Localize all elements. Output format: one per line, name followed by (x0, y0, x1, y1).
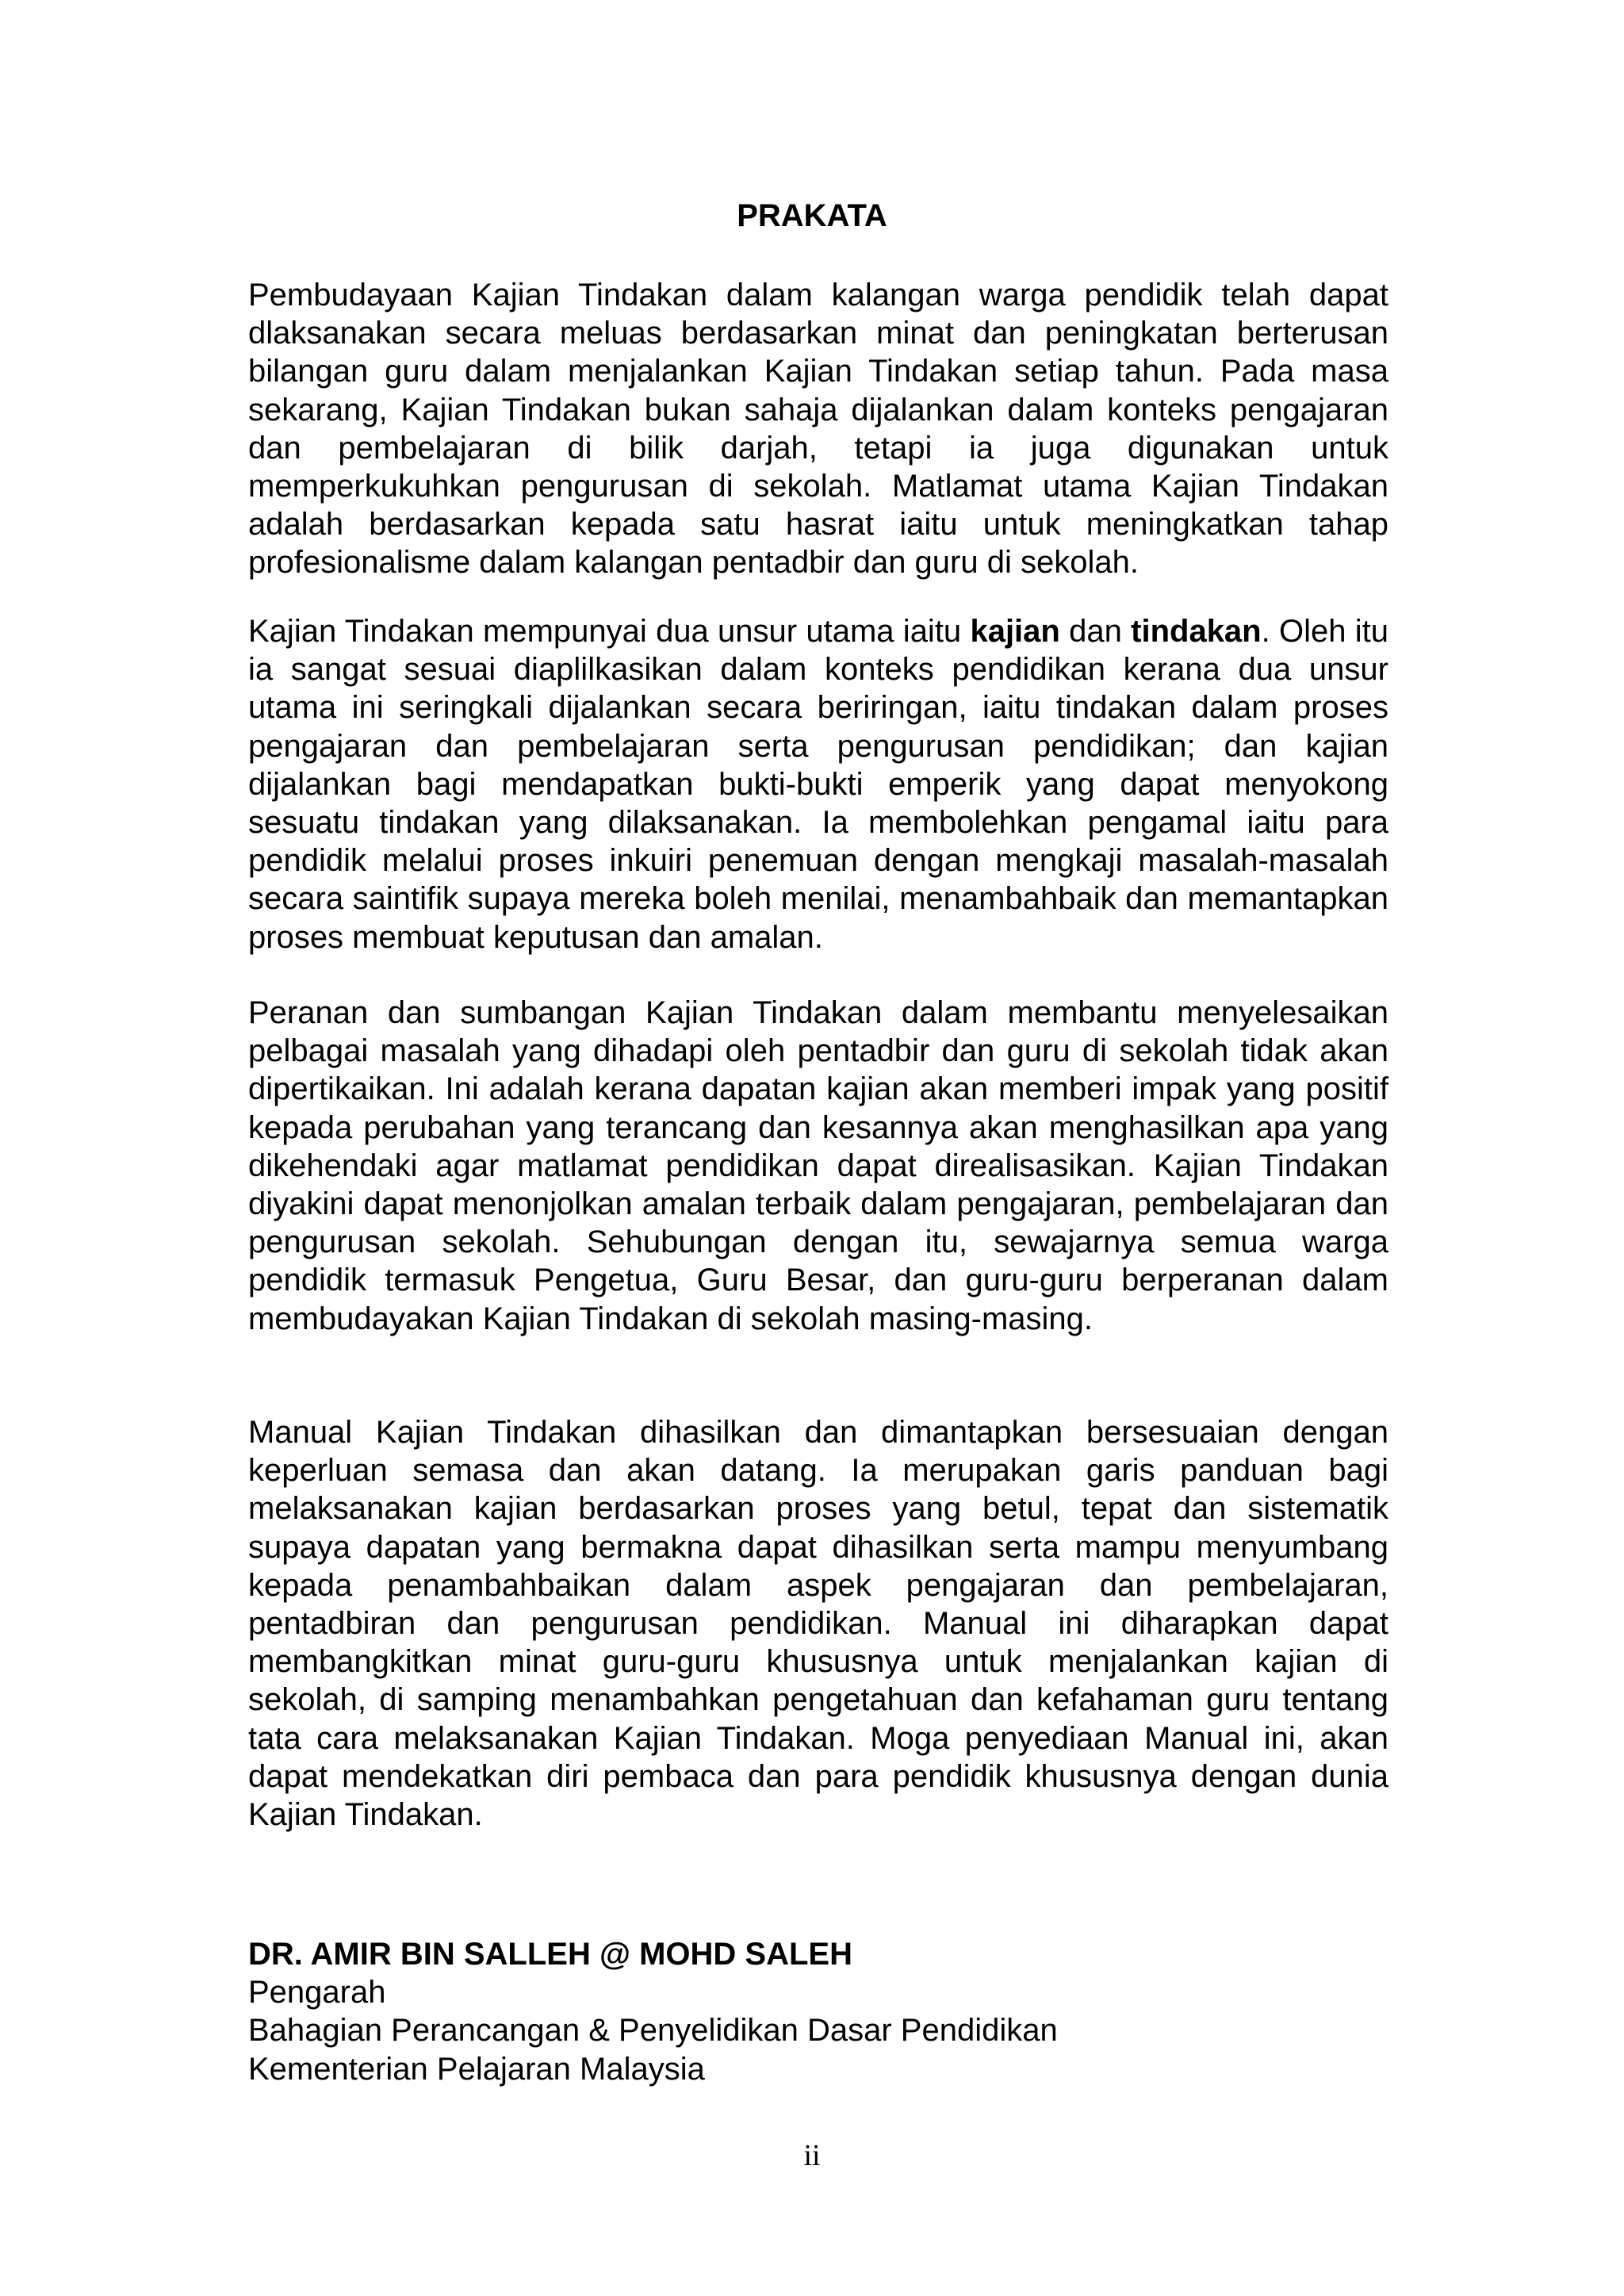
paragraph-2-text-after: . Oleh itu ia sangat sesuai diaplilkasikan dalam konteks pendidikan kerana dua unsur utama ini seringkali dijalankan secara beriringan, iaitu tindakan dalam proses pengajaran dan pembelajaran serta pengurusan pendidikan; dan kajian dijalankan bagi mendapatkan bukti-bukti emperik yang dapat menyokong sesuatu tindakan yang dilaksanakan. Ia membolehkan pengamal iaitu para pendidik melalui proses inkuiri penemuan dengan mengkaji masalah-masalah secara saintifik supaya mereka boleh menilai, menambahbaik dan memantapkan proses membuat keputusan dan amalan. (248, 614, 1388, 955)
paragraph-2-text-middle: dan (1069, 614, 1122, 649)
signatory-name: DR. AMIR BIN SALLEH @ MOHD SALEH (248, 1937, 852, 1972)
bold-term-tindakan: tindakan (1131, 614, 1262, 649)
paragraph-3: Peranan dan sumbangan Kajian Tindakan dalam membantu menyelesaikan pelbagai masalah yang dihadapi oleh pentadbir dan guru di sekolah tidak akan dipertikaikan. Ini adalah kerana dapatan kajian akan memberi impak yang positif kepada perubahan yang terancang dan kesannya akan menghasilkan apa yang dikehendaki agar matlamat pendidikan dapat direalisasikan. Kajian Tindakan diyakini dapat menonjolkan amalan terbaik dalam pengajaran, pembelajaran dan pengurusan sekolah. Sehubungan dengan itu, sewajarnya semua warga pendidik termasuk Pengetua, Guru Besar, dan guru-guru berperanan dalam membudayakan Kajian Tindakan di sekolah masing-masing. (248, 995, 1388, 1336)
signatory-ministry: Kementerian Pelajaran Malaysia (248, 2051, 705, 2087)
signatory-division: Bahagian Perancangan & Penyelidikan Dasar Pendidikan (248, 2013, 1058, 2049)
paragraph-2 (248, 612, 1388, 956)
page-number: ii (803, 2139, 821, 2172)
signature-block (248, 1935, 1388, 2088)
paragraph-2-text-before: Kajian Tindakan mempunyai dua unsur utama iaitu (248, 614, 962, 649)
signatory-position: Pengarah (248, 1975, 386, 2010)
paragraph-4: Manual Kajian Tindakan dihasilkan dan dimantapkan bersesuaian dengan keperluan semasa dan akan datang. Ia merupakan garis panduan bagi melaksanakan kajian berdasarkan proses yang betul, tepat dan sistematik supaya dapatan yang bermakna dapat dihasilkan serta mampu menyumbang kepada penambahbaikan dalam aspek pengajaran dan pembelajaran, pentadbiran dan pengurusan pendidikan. Manual ini diharapkan dapat membangkitkan minat guru-guru khususnya untuk menjalankan kajian di sekolah, di samping menambahkan pengetahuan dan kefahaman guru tentang tata cara melaksanakan Kajian Tindakan. Moga penyediaan Manual ini, akan dapat mendekatkan diri pembaca dan para pendidik khususnya dengan dunia Kajian Tindakan. (248, 1415, 1388, 1833)
paragraph-1: Pembudayaan Kajian Tindakan dalam kalangan warga pendidik telah dapat dlaksanakan secara meluas berdasarkan minat dan peningkatan berterusan bilangan guru dalam menjalankan Kajian Tindakan setiap tahun. Pada masa sekarang, Kajian Tindakan bukan sahaja dijalankan dalam konteks pengajaran dan pembelajaran di bilik darjah, tetapi ia juga digunakan untuk memperkukuhkan pengurusan di sekolah. Matlamat utama Kajian Tindakan adalah berdasarkan kepada satu hasrat iaitu untuk meningkatkan tahap profesionalisme dalam kalangan pentadbir dan guru di sekolah. (248, 278, 1388, 581)
page-title: PRAKATA (737, 198, 887, 233)
bold-term-kajian: kajian (970, 614, 1060, 649)
